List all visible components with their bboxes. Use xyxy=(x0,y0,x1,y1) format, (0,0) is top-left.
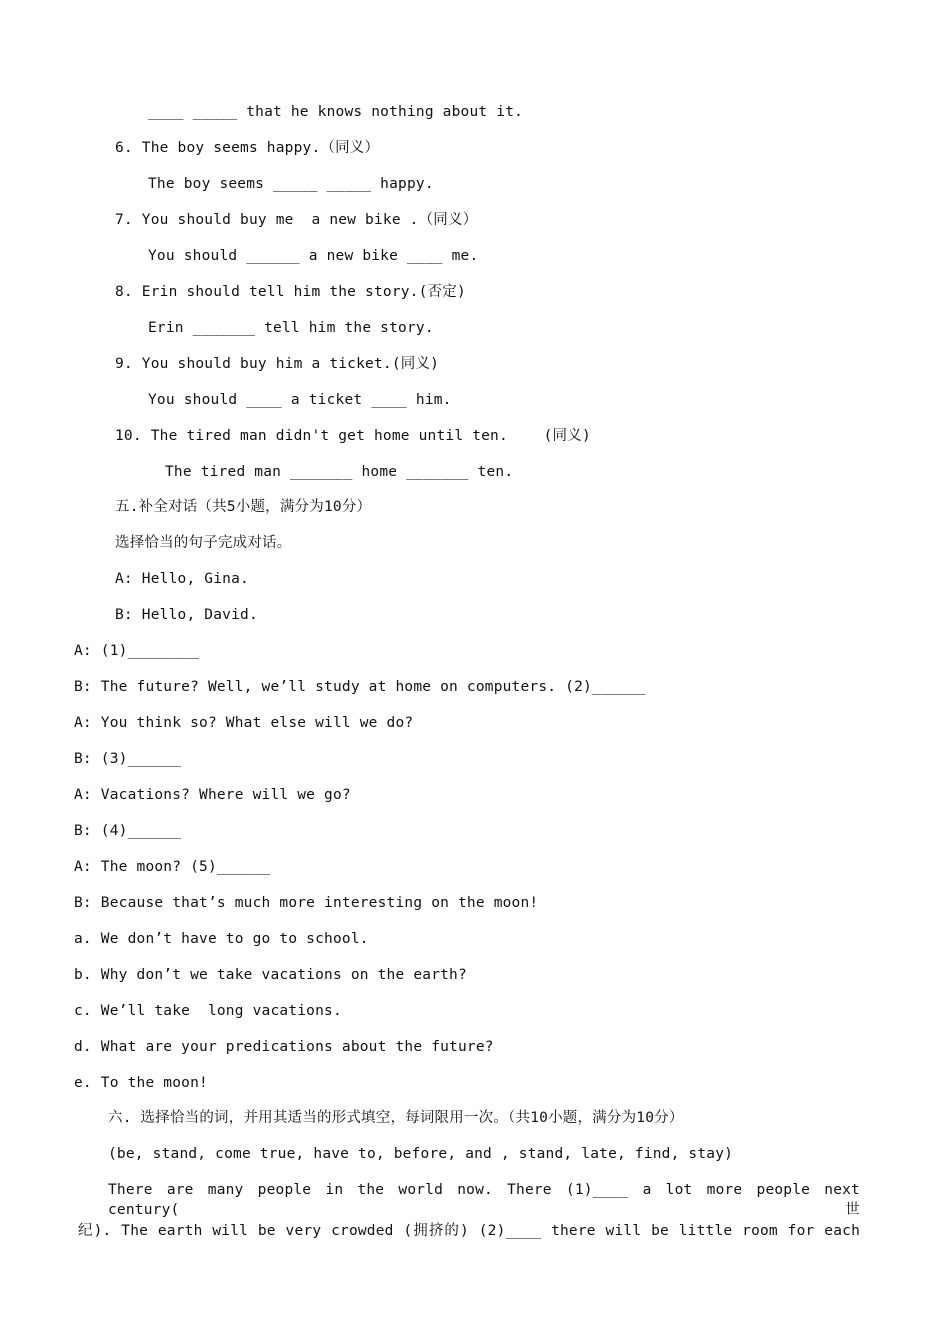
passage-line: 纪). The earth will be very crowded (拥挤的) (2)____ there will be little room for each xyxy=(78,1223,860,1239)
option-d: d. What are your predications about the future? xyxy=(74,1039,494,1055)
dialogue-line: A: The moon? (5)______ xyxy=(74,859,271,875)
exercise-6-answer-line: The boy seems _____ _____ happy. xyxy=(148,176,434,192)
exercise-9-answer-line: You should ____ a ticket ____ him. xyxy=(148,392,452,408)
exercise-7-answer-line: You should ______ a new bike ____ me. xyxy=(148,248,479,264)
section-5-instruction: 选择恰当的句子完成对话。 xyxy=(115,535,292,551)
exercise-7-question: 7. You should buy me a new bike .（同义） xyxy=(115,212,478,228)
dialogue-line: B: Because that’s much more interesting on the moon! xyxy=(74,895,539,911)
option-e: e. To the moon! xyxy=(74,1075,208,1091)
option-b: b. Why don’t we take vacations on the earth? xyxy=(74,967,467,983)
dialogue-line: A: Vacations? Where will we go? xyxy=(74,787,351,803)
exercise-8-question: 8. Erin should tell him the story.(否定) xyxy=(115,284,466,300)
passage-line: There are many people in the world now. There (1)____ a lot more people next century(世 xyxy=(108,1182,860,1218)
dialogue-line: A: You think so? What else will we do? xyxy=(74,715,414,731)
dialogue-line: B: Hello, David. xyxy=(115,607,258,623)
dialogue-line: B: (4)______ xyxy=(74,823,182,839)
exercise-8-answer-line: Erin _______ tell him the story. xyxy=(148,320,434,336)
exercise-10-question: 10. The tired man didn't get home until ten. (同义) xyxy=(115,428,591,444)
option-c: c. We’ll take long vacations. xyxy=(74,1003,342,1019)
exercise-6-question: 6. The boy seems happy.（同义） xyxy=(115,140,380,156)
section-6-heading: 六. 选择恰当的词，并用其适当的形式填空，每词限用一次。（共10小题，满分为10分） xyxy=(108,1110,684,1126)
dialogue-line: B: The future? Well, we’ll study at home on computers. (2)______ xyxy=(74,679,646,695)
option-a: a. We don’t have to go to school. xyxy=(74,931,369,947)
dialogue-line: A: (1)________ xyxy=(74,643,200,659)
dialogue-line: A: Hello, Gina. xyxy=(115,571,249,587)
dialogue-line: B: (3)______ xyxy=(74,751,182,767)
section-5-heading: 五.补全对话（共5小题，满分为10分） xyxy=(115,499,372,515)
exercise-5-answer-line: ____ _____ that he knows nothing about it. xyxy=(148,104,524,120)
exercise-10-answer-line: The tired man _______ home _______ ten. xyxy=(165,464,514,480)
section-6-word-bank: (be, stand, come true, have to, before, and , stand, late, find, stay) xyxy=(108,1146,734,1162)
exercise-9-question: 9. You should buy him a ticket.(同义) xyxy=(115,356,440,372)
